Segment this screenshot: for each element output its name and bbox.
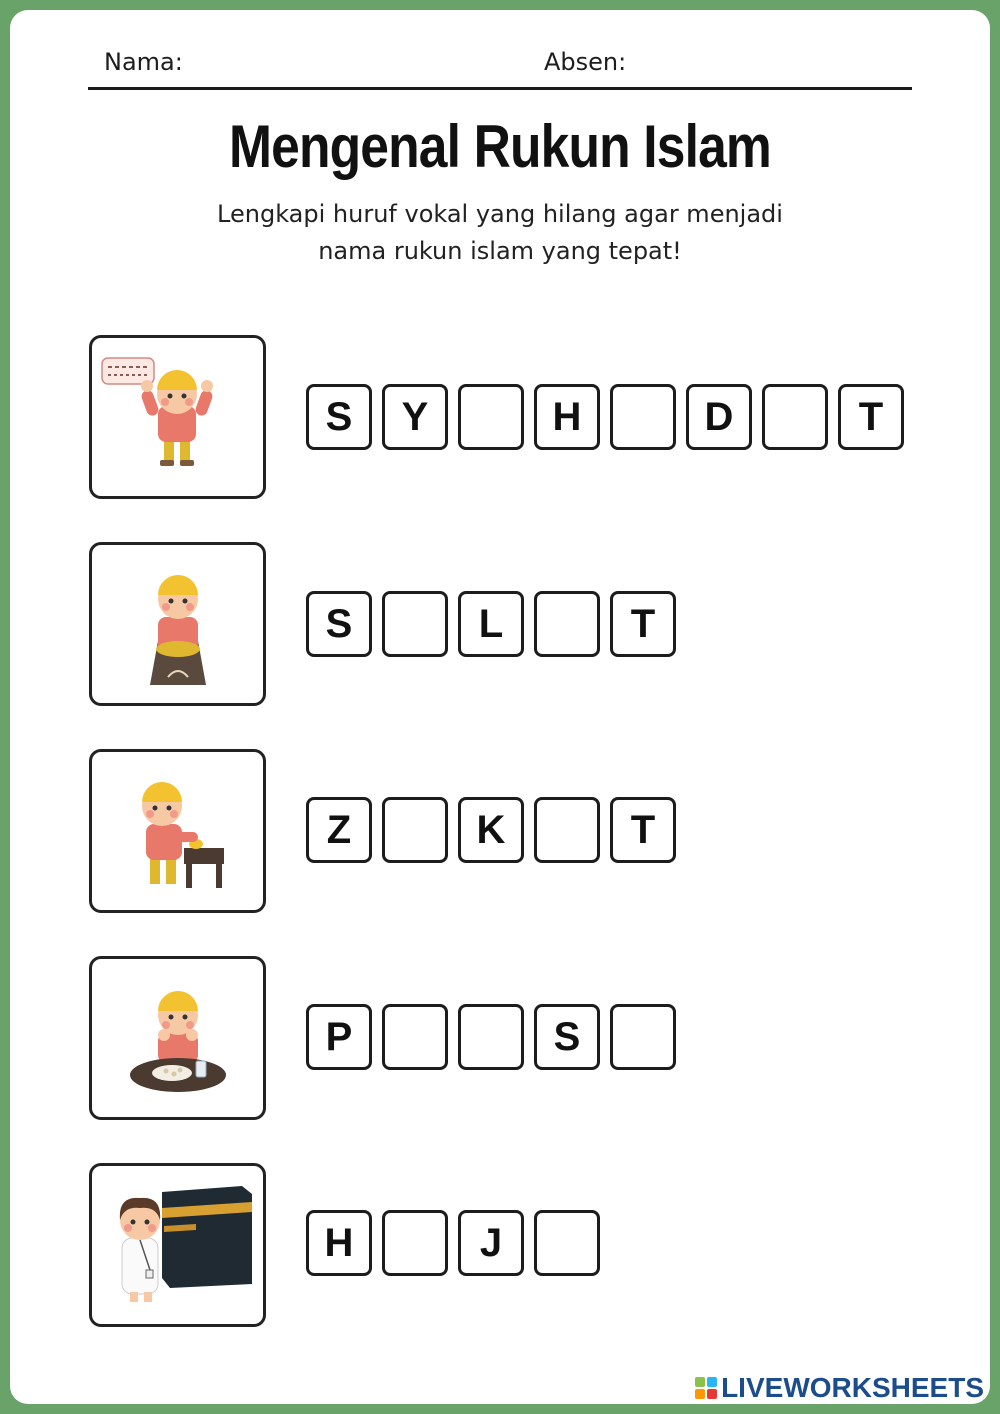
shalat-child-icon (89, 542, 266, 706)
blank-letter-box[interactable] (382, 1210, 448, 1276)
blank-letter-box[interactable] (458, 384, 524, 450)
worksheet-page (10, 10, 990, 1404)
blank-letter-box[interactable] (534, 797, 600, 863)
letter-box: T (838, 384, 904, 450)
blank-letter-box[interactable] (382, 797, 448, 863)
letter-box: K (458, 797, 524, 863)
letter-box: T (610, 591, 676, 657)
instruction-line-1: Lengkapi huruf vokal yang hilang agar menjadi (217, 200, 783, 228)
letter-box: S (306, 591, 372, 657)
hajj-child-kaaba-icon (89, 1163, 266, 1327)
letter-row-zakat (306, 797, 676, 863)
letter-row-puasa (306, 1004, 676, 1070)
blank-letter-box[interactable] (610, 1004, 676, 1070)
letter-box: D (686, 384, 752, 450)
blank-letter-box[interactable] (534, 591, 600, 657)
letter-box: S (534, 1004, 600, 1070)
letter-row-haji (306, 1210, 600, 1276)
syahadat-child-icon (89, 335, 266, 499)
blank-letter-box[interactable] (610, 384, 676, 450)
letter-box: S (306, 384, 372, 450)
liveworksheets-mark-icon (695, 1377, 717, 1399)
letter-row-syahadat (306, 384, 904, 450)
blank-letter-box[interactable] (534, 1210, 600, 1276)
absen-label: Absen: (544, 48, 627, 76)
header-divider (88, 87, 912, 90)
letter-box: H (534, 384, 600, 450)
zakat-child-icon (89, 749, 266, 913)
blank-letter-box[interactable] (382, 1004, 448, 1070)
letter-row-shalat (306, 591, 676, 657)
page-title: Mengenal Rukun Islam (229, 113, 771, 180)
liveworksheets-logo[interactable] (695, 1372, 984, 1404)
letter-box: T (610, 797, 676, 863)
instruction-line-2: nama rukun islam yang tepat! (318, 237, 682, 265)
blank-letter-box[interactable] (762, 384, 828, 450)
blank-letter-box[interactable] (458, 1004, 524, 1070)
letter-box: J (458, 1210, 524, 1276)
blank-letter-box[interactable] (382, 591, 448, 657)
letter-box: P (306, 1004, 372, 1070)
liveworksheets-wordmark: LIVEWORKSHEETS (721, 1372, 984, 1403)
letter-box: H (306, 1210, 372, 1276)
letter-box: Y (382, 384, 448, 450)
letter-box: L (458, 591, 524, 657)
name-label: Nama: (104, 48, 183, 76)
letter-box: Z (306, 797, 372, 863)
puasa-child-icon (89, 956, 266, 1120)
